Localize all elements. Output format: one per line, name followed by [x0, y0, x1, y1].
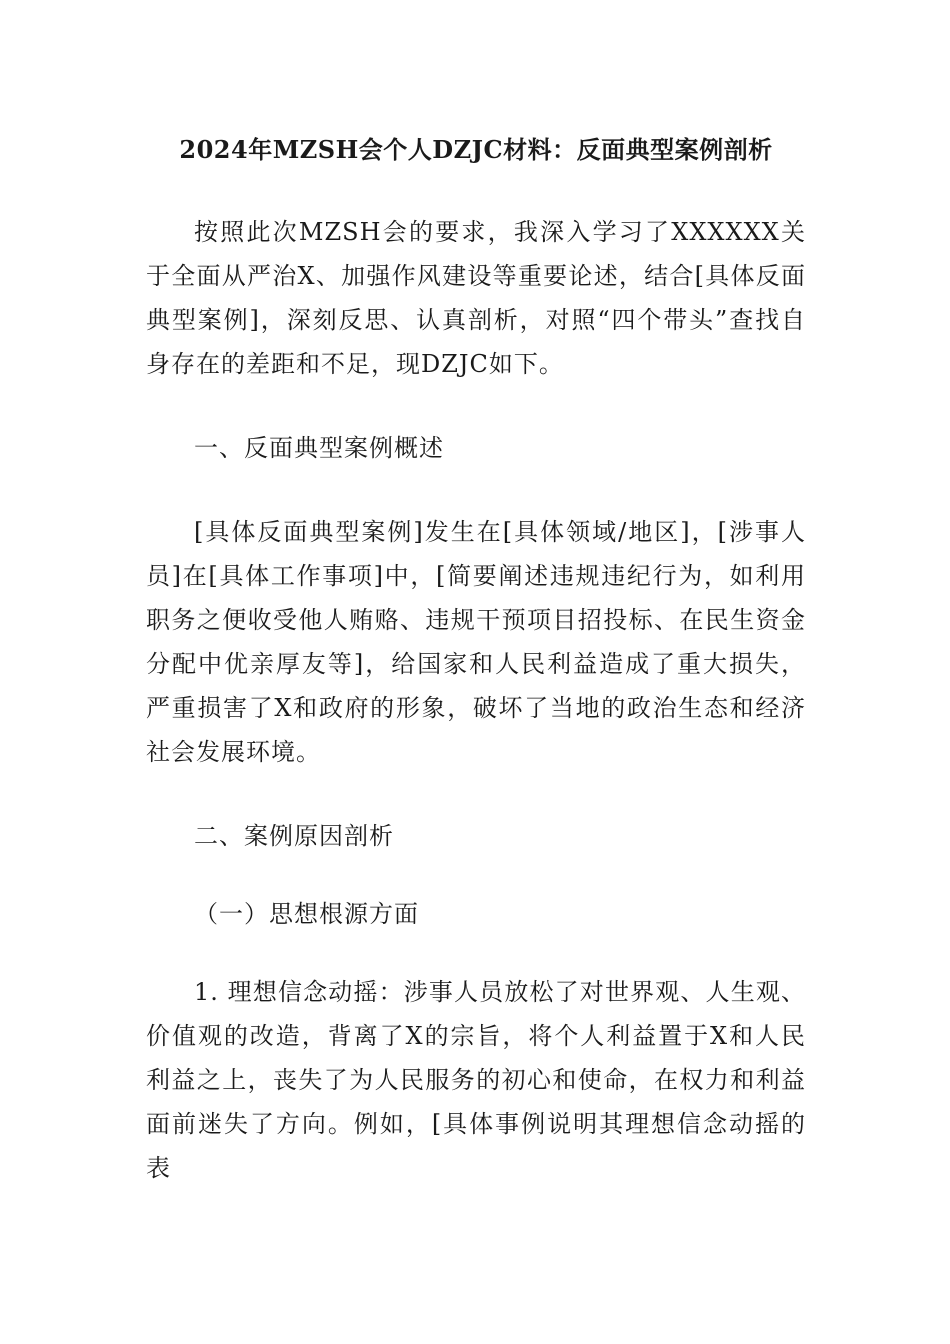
section-heading-overview: 一、反面典型案例概述	[194, 434, 444, 462]
item-paragraph-ideals: 1. 理想信念动摇：涉事人员放松了对世界观、人生观、价值观的改造，背离了X的宗旨，将个人利益置于X和人民利益之上，丧失了为人民服务的初心和使命，在权力和利益面前迷失了方向。例如，[具体事例说明其理想信念动摇的表	[146, 978, 806, 1182]
spacer	[146, 936, 806, 970]
spacer	[146, 470, 806, 510]
spacer	[146, 386, 806, 426]
spacer	[146, 858, 806, 892]
spacer	[146, 170, 806, 210]
section-heading-analysis: 二、案例原因剖析	[194, 822, 394, 850]
document-body	[146, 130, 806, 1190]
intro-paragraph: 按照此次MZSH会的要求，我深入学习了XXXXXX关于全面从严治X、加强作风建设等重要论述，结合[具体反面典型案例]，深刻反思、认真剖析，对照“四个带头”查找自身存在的差距和不足，现DZJC如下。	[146, 218, 806, 378]
overview-paragraph: [具体反面典型案例]发生在[具体领域/地区]，[涉事人员]在[具体工作事项]中，[简要阐述违规违纪行为，如利用职务之便收受他人贿赂、违规干预项目招投标、在民生资金分配中优亲厚友等]，给国家和人民利益造成了重大损失，严重损害了X和政府的形象，破坏了当地的政治生态和经济社会发展环境。	[146, 518, 806, 766]
document-title: 2024年MZSH会个人DZJC材料：反面典型案例剖析	[179, 135, 773, 164]
subsection-heading-ideology: （一）思想根源方面	[194, 900, 419, 928]
spacer	[146, 774, 806, 814]
